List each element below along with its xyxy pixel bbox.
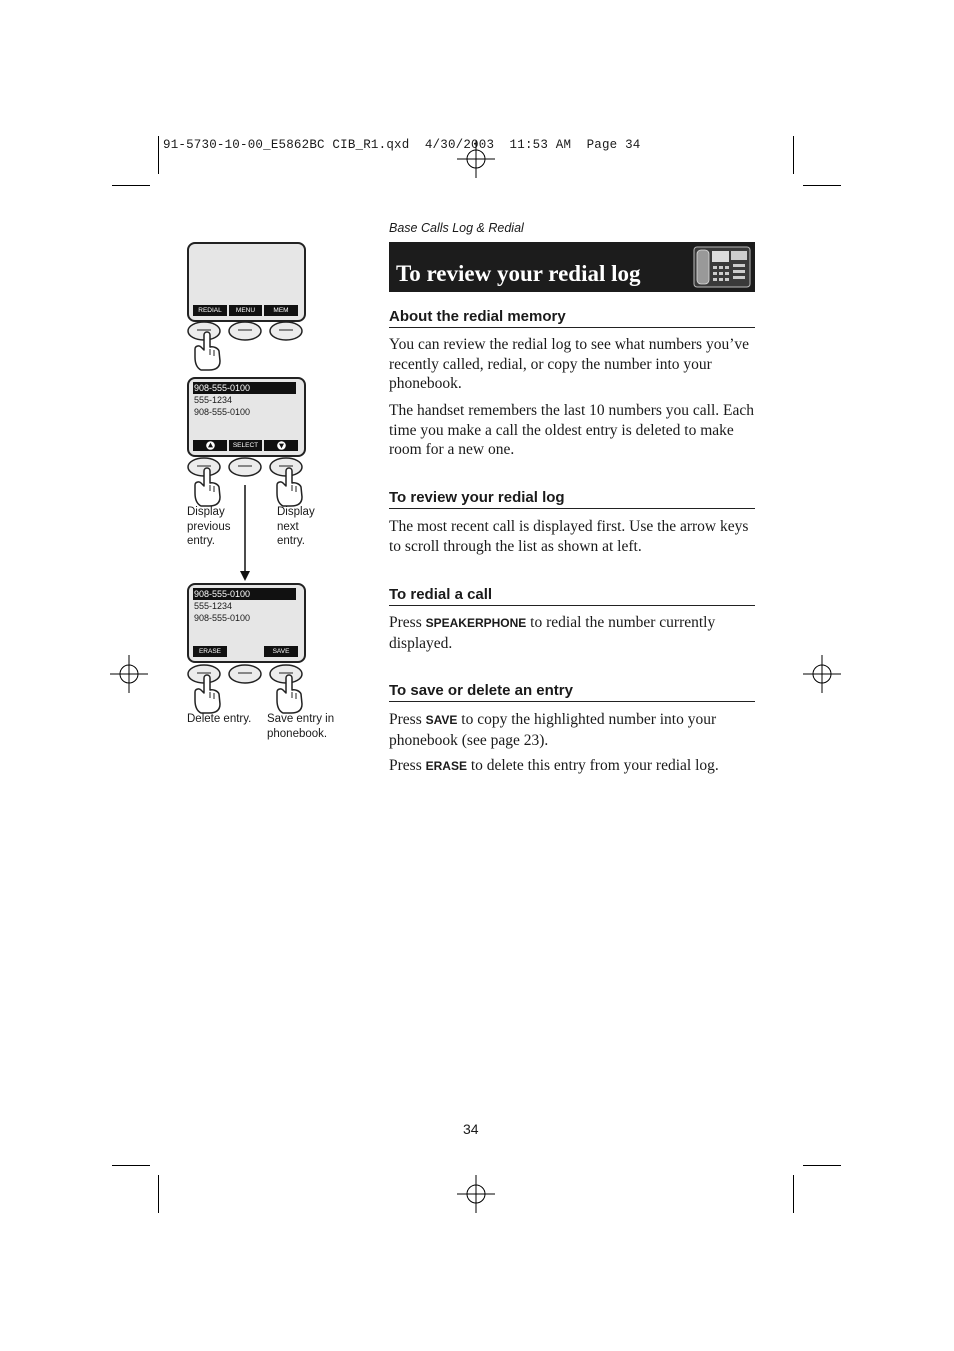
- redial-entry: 555-1234: [194, 395, 233, 405]
- caption-line: Display: [277, 506, 315, 518]
- crop-mark: [158, 136, 159, 174]
- redial-entry: 555-1234: [194, 601, 233, 611]
- erase-key: ERASE: [425, 759, 467, 773]
- section-heading: To save or delete an entry: [389, 682, 755, 702]
- section-heading: About the redial memory: [389, 308, 755, 328]
- paragraph: [389, 710, 755, 750]
- caption-line: Save entry in: [267, 713, 335, 725]
- caption-line: previous: [187, 520, 231, 533]
- press-text: Press: [389, 614, 422, 631]
- redial-entry: 908-555-0100: [194, 407, 251, 417]
- press-text: Press: [389, 711, 422, 728]
- paragraph: The handset remembers the last 10 numbers you call. Each time you make a call the oldest entry is deleted to make room for a new one.: [389, 402, 754, 458]
- caption-delete: Delete entry.: [187, 713, 252, 725]
- paragraph: The most recent call is displayed first. Use the arrow keys to scroll through the list as shown at left.: [389, 518, 749, 555]
- handset-screen-idle: [187, 242, 306, 322]
- title-bar: [389, 242, 755, 292]
- phone-base-icon: [693, 246, 751, 288]
- paragraph: [389, 613, 755, 653]
- instruction-text: to delete this entry from your redial log.: [470, 757, 719, 774]
- instruction-text: to copy the highlighted number into your phonebook (see page 23).: [389, 711, 717, 749]
- softkey-mem: MEM: [264, 305, 298, 316]
- caption-save: [267, 712, 334, 741]
- softkey-button-center[interactable]: [229, 665, 261, 683]
- softkey-redial: REDIAL: [193, 305, 227, 316]
- paragraph: [389, 756, 755, 777]
- redial-entry-highlighted: 908-555-0100: [193, 382, 296, 394]
- page-number: 34: [463, 1121, 479, 1137]
- section-heading: To redial a call: [389, 586, 755, 606]
- redial-entry-highlighted: 908-555-0100: [193, 588, 296, 600]
- registration-mark-icon: [110, 655, 148, 693]
- crop-mark: [112, 185, 150, 186]
- print-slug: 91-5730-10-00_E5862BC CIB_R1.qxd 4/30/2003 11:53 AM Page 34: [163, 138, 641, 152]
- arrow-down-icon: [240, 571, 250, 581]
- registration-mark-icon: [803, 655, 841, 693]
- speakerphone-key: SPEAKERPHONE: [425, 616, 527, 630]
- instruction-text: to redial the number currently displayed.: [389, 614, 716, 652]
- softkey-erase: ERASE: [193, 646, 227, 657]
- caption-next: [277, 505, 315, 549]
- registration-mark-icon: [457, 1175, 495, 1213]
- softkey-button-center[interactable]: [229, 322, 261, 340]
- softkey-button-center[interactable]: [229, 458, 261, 476]
- save-key: SAVE: [425, 713, 458, 727]
- crop-mark: [793, 136, 794, 174]
- press-text: Press: [389, 757, 422, 774]
- crop-mark: [803, 1165, 841, 1166]
- crop-mark: [793, 1175, 794, 1213]
- caption-line: next: [277, 520, 299, 533]
- caption-line: phonebook.: [267, 727, 328, 740]
- softkey-button-right[interactable]: [270, 322, 302, 340]
- page-title: To review your redial log: [396, 261, 641, 286]
- caption-line: entry.: [277, 535, 305, 547]
- softkey-select: SELECT: [229, 440, 262, 451]
- caption-previous: [187, 505, 230, 549]
- softkey-save: SAVE: [264, 646, 298, 657]
- softkey-menu: MENU: [229, 305, 262, 316]
- paragraph: You can review the redial log to see what numbers you’ve recently called, redial, or copy the number into your phonebook.: [389, 336, 749, 392]
- caption-line: entry.: [187, 535, 215, 547]
- caption-line: Display: [187, 506, 225, 518]
- crop-mark: [158, 1175, 159, 1213]
- crop-mark: [112, 1165, 150, 1166]
- crop-mark: [803, 185, 841, 186]
- redial-entry: 908-555-0100: [194, 613, 251, 623]
- section-heading: To review your redial log: [389, 489, 755, 509]
- section-label: Base Calls Log & Redial: [389, 221, 524, 235]
